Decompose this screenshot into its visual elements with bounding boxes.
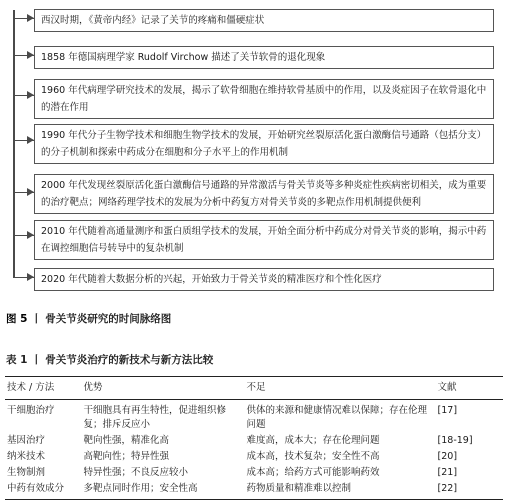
table-row xyxy=(5,465,503,481)
table-row xyxy=(5,449,503,465)
table-row xyxy=(5,481,503,500)
table-caption xyxy=(6,352,213,367)
table-cell: 干细胞治疗 xyxy=(7,405,55,416)
table-cell: 难度高，成本大；存在伦理问题 xyxy=(246,435,380,446)
table-cell: [17] xyxy=(437,405,458,416)
arrow-right-icon xyxy=(27,136,34,144)
timeline-item: 1990 年代分子生物学技术和细胞生物学技术的发展，开始研究丝裂原活化蛋白激酶信号通路（包括分支）的分子机制和探索中药成分在细胞和分子水平上的作用机制 xyxy=(34,124,494,164)
arrow-right-icon xyxy=(27,14,34,22)
table-cell: [20] xyxy=(437,451,458,462)
column-header: 技术 / 方法 xyxy=(5,377,81,400)
figure-label: 图 5 xyxy=(6,313,28,325)
table-cell: 特异性强；不良反应较小 xyxy=(83,467,188,478)
table-label: 表 1 xyxy=(6,354,28,366)
table-cell: 干细胞具有再生特性，促进组织修复；排斥反应小 xyxy=(83,405,226,430)
table-title: 骨关节炎治疗的新技术与新方法比较 xyxy=(45,354,214,366)
table-cell: 成本高；给药方式可能影响药效 xyxy=(246,467,380,478)
table-cell: [21] xyxy=(437,467,458,478)
arrow-right-icon xyxy=(27,188,34,196)
arrow-right-icon xyxy=(27,273,34,281)
caption-separator: 丨 xyxy=(31,354,42,366)
timeline-item: 2010 年代随着高通量测序和蛋白质组学技术的发展，开始全面分析中药成分对骨关节炎的影响，揭示中药在调控细胞信号转导中的复杂机制 xyxy=(34,220,494,260)
timeline-spine xyxy=(13,10,15,278)
table-cell: 成本高，技术复杂；安全性不高 xyxy=(246,451,380,462)
timeline-item: 1858 年德国病理学家 Rudolf Virchow 描述了关节软骨的退化现象 xyxy=(34,46,494,69)
table-cell: 靶向性强，精准化高 xyxy=(83,435,169,446)
table-cell: 基因治疗 xyxy=(7,435,46,446)
column-header: 不足 xyxy=(244,377,435,400)
timeline-item: 2000 年代发现丝裂原活化蛋白激酶信号通路的异常激活与骨关节炎等多种炎症性疾病密切相关，成为重要的治疗靶点；网络药理学技术的发展为分析中药复方对骨关节炎的多靶点作用机制提供便利 xyxy=(34,174,494,214)
table-cell: 生物制剂 xyxy=(7,467,46,478)
column-header: 文献 xyxy=(436,377,503,400)
comparison-table xyxy=(5,376,503,500)
figure-title: 骨关节炎研究的时间脉络图 xyxy=(45,313,172,325)
table-cell: 药物质量和精准难以控制 xyxy=(244,481,435,500)
arrow-right-icon xyxy=(27,91,34,99)
table-cell: 纳米技术 xyxy=(7,451,46,462)
table-cell: 多靶点同时作用；安全性高 xyxy=(81,481,244,500)
arrow-right-icon xyxy=(27,231,34,239)
figure-caption xyxy=(6,311,171,326)
caption-separator: 丨 xyxy=(31,313,42,325)
table-header-row xyxy=(5,377,503,400)
column-header: 优势 xyxy=(81,377,244,400)
arrow-right-icon xyxy=(27,51,34,59)
timeline-item: 2020 年代随着大数据分析的兴起，开始致力于骨关节炎的精准医疗和个性化医疗 xyxy=(34,268,494,291)
table-cell: 中药有效成分 xyxy=(5,481,81,500)
table-cell: [18-19] xyxy=(437,435,473,446)
timeline-item: 西汉时期，《黄帝内经》记录了关节的疼痛和僵硬症状 xyxy=(34,9,494,32)
table-cell: 供体的来源和健康情况难以保障；存在伦理问题 xyxy=(246,405,427,430)
table-cell: [22] xyxy=(436,481,503,500)
table-row xyxy=(5,433,503,449)
table-cell: 高靶向性；特异性强 xyxy=(83,451,169,462)
timeline-item: 1960 年代病理学研究技术的发展，揭示了软骨细胞在维持软骨基质中的作用，以及炎症因子在软骨退化中的潜在作用 xyxy=(34,79,494,119)
table-row xyxy=(5,400,503,434)
